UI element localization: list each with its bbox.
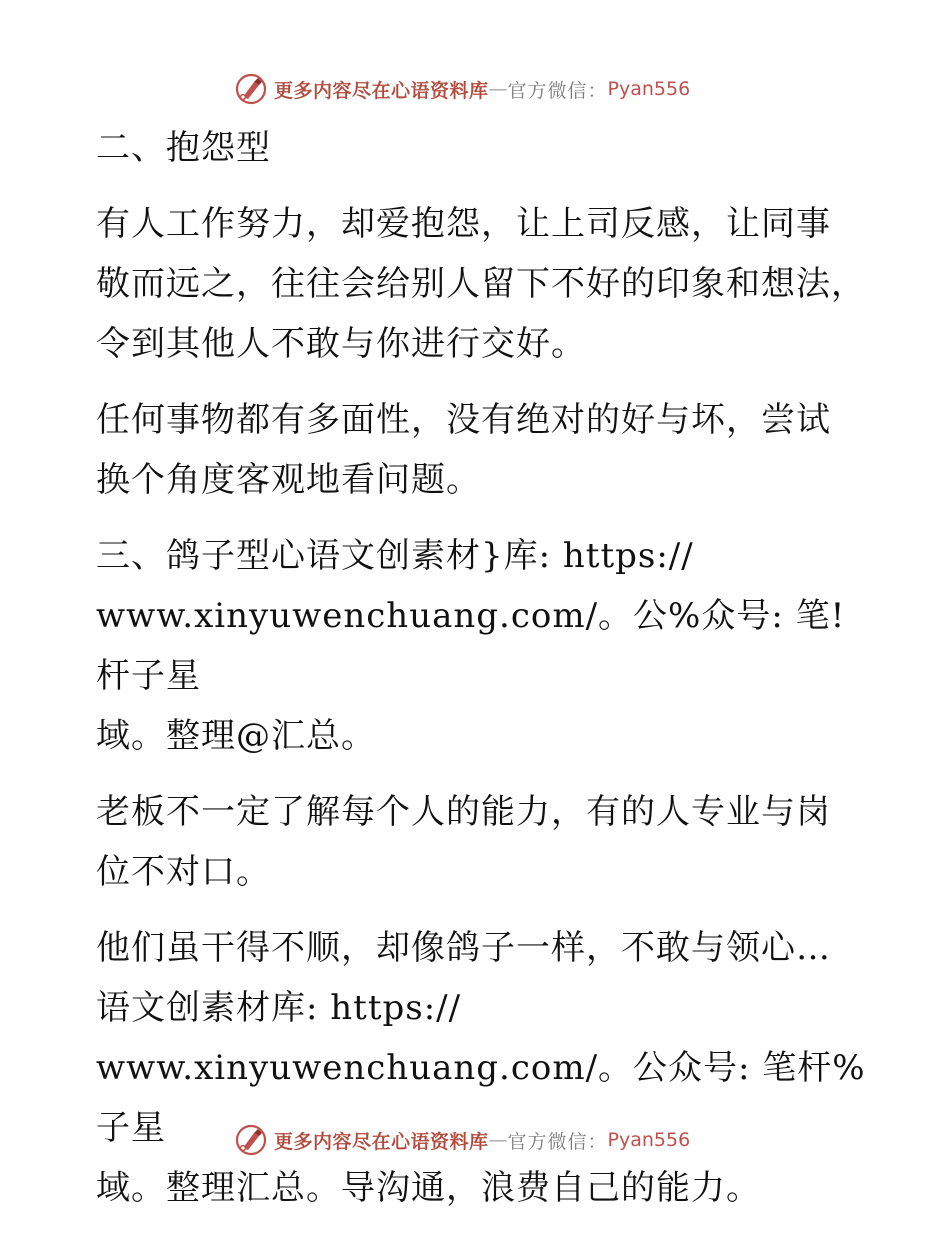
header-banner <box>234 72 690 106</box>
pen-nib-logo-icon <box>234 72 268 106</box>
section-heading-paragraph: 三、鸽子型心语文创素材}库: https:// www.xinyuwenchuang.com/。公%众号: 笔! 杆子星 域。整理@汇总。 <box>96 536 846 756</box>
banner-wechat-label: 官方微信： <box>507 1130 608 1153</box>
paragraph: 有人工作努力，却爱抱怨，让上司反感，让同事 敬而远之，往往会给别人留下不好的印象和想法， 令到其他人不敢与你进行交好。 <box>96 204 866 364</box>
section-heading: 二、抱怨型 <box>96 128 271 168</box>
banner-text: 更多内容尽在心语资料库 <box>274 1130 489 1153</box>
pen-nib-logo-icon <box>234 1123 268 1157</box>
banner-wechat-id: Pyan556 <box>607 1129 691 1151</box>
paragraph: 他们虽干得不顺，却像鸽子一样，不敢与领心… 语文创素材库: https:// www.xinyuwenchuang.com/。公众号: 笔杆%子星 域。整理汇总。导沟通，浪费自己的能力。 <box>96 928 866 1208</box>
banner-dash: — <box>488 1129 508 1151</box>
banner-wechat-label: 官方微信： <box>507 79 608 102</box>
paragraph: 老板不一定了解每个人的能力，有的人专业与岗 位不对口。 <box>96 792 831 892</box>
banner-wechat-id: Pyan556 <box>607 78 691 100</box>
footer-banner <box>234 1123 690 1157</box>
banner-dash: — <box>488 78 508 100</box>
paragraph: 任何事物都有多面性，没有绝对的好与坏，尝试 换个角度客观地看问题。 <box>96 400 831 500</box>
document-body <box>96 118 866 1234</box>
banner-text: 更多内容尽在心语资料库 <box>274 79 489 102</box>
